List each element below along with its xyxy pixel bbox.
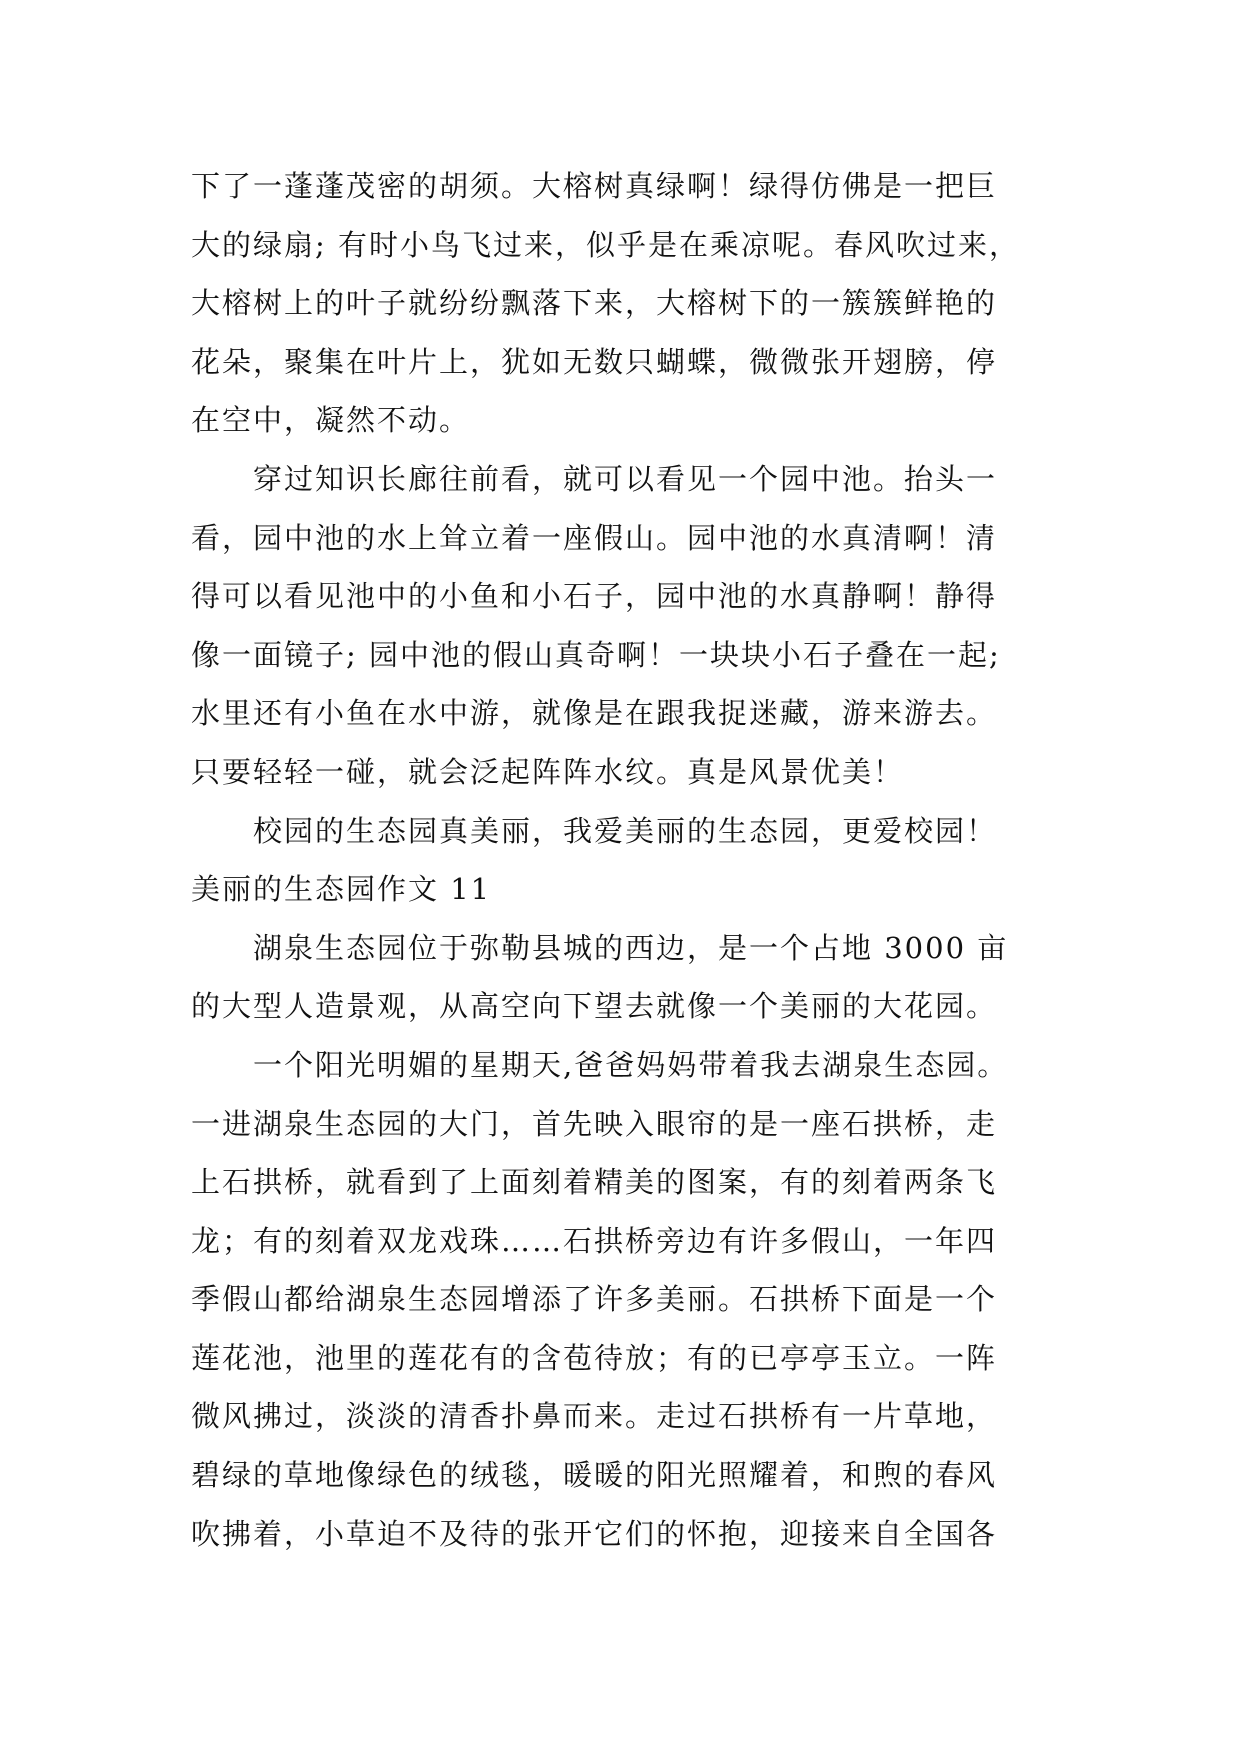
text-line: 碧绿的草地像绿色的绒毯，暖暖的阳光照耀着，和煦的春风 [191, 1458, 998, 1493]
text-line: 季假山都给湖泉生态园增添了许多美丽。石拱桥下面是一个 [191, 1282, 998, 1317]
paragraph-first-line: 一个阳光明媚的星期天,爸爸妈妈带着我去湖泉生态园。 [253, 1047, 1009, 1082]
text-line: 上石拱桥，就看到了上面刻着精美的图案，有的刻着两条飞 [191, 1165, 998, 1200]
text-line: 花朵，聚集在叶片上，犹如无数只蝴蝶，微微张开翅膀，停 [191, 344, 998, 379]
text-line: 水里还有小鱼在水中游，就像是在跟我捉迷藏，游来游去。 [191, 696, 998, 731]
text-line: 的大型人造景观，从高空向下望去就像一个美丽的大花园。 [191, 989, 998, 1024]
paragraph-first-line: 穿过知识长廊往前看，就可以看见一个园中池。抬头一 [253, 461, 998, 496]
text-line: 龙；有的刻着双龙戏珠……石拱桥旁边有许多假山，一年四 [191, 1223, 998, 1258]
text-line: 大榕树上的叶子就纷纷飘落下来，大榕树下的一簇簇鲜艳的 [191, 286, 998, 321]
text-line: 像一面镜子; 园中池的假山真奇啊！一块块小石子叠在一起; [191, 637, 1001, 672]
section-heading: 美丽的生态园作文 11 [191, 872, 492, 907]
text-line: 在空中，凝然不动。 [191, 403, 471, 438]
text-line: 莲花池，池里的莲花有的含苞待放；有的已亭亭玉立。一阵 [191, 1340, 998, 1375]
text-line: 只要轻轻一碰，就会泛起阵阵水纹。真是风景优美！ [191, 754, 905, 789]
paragraph-first-line: 湖泉生态园位于弥勒县城的西边，是一个占地 3000 亩 [253, 930, 1009, 965]
text-line: 下了一蓬蓬茂密的胡须。大榕树真绿啊！绿得仿佛是一把巨 [191, 169, 998, 203]
text-line: 一进湖泉生态园的大门，首先映入眼帘的是一座石拱桥，走 [191, 1106, 998, 1141]
paragraph-first-line: 校园的生态园真美丽，我爱美丽的生态园，更爱校园！ [253, 813, 998, 848]
text-line: 吹拂着，小草迫不及待的张开它们的怀抱，迎接来自全国各 [191, 1516, 998, 1551]
text-line: 微风拂过，淡淡的清香扑鼻而来。走过石拱桥有一片草地， [191, 1399, 998, 1434]
text-line: 大的绿扇; 有时小鸟飞过来，似乎是在乘凉呢。春风吹过来， [191, 227, 1020, 262]
document-body [191, 157, 1051, 1563]
text-line: 得可以看见池中的小鱼和小石子，园中池的水真静啊！静得 [191, 579, 998, 614]
text-line: 看，园中池的水上耸立着一座假山。园中池的水真清啊！清 [191, 520, 998, 555]
